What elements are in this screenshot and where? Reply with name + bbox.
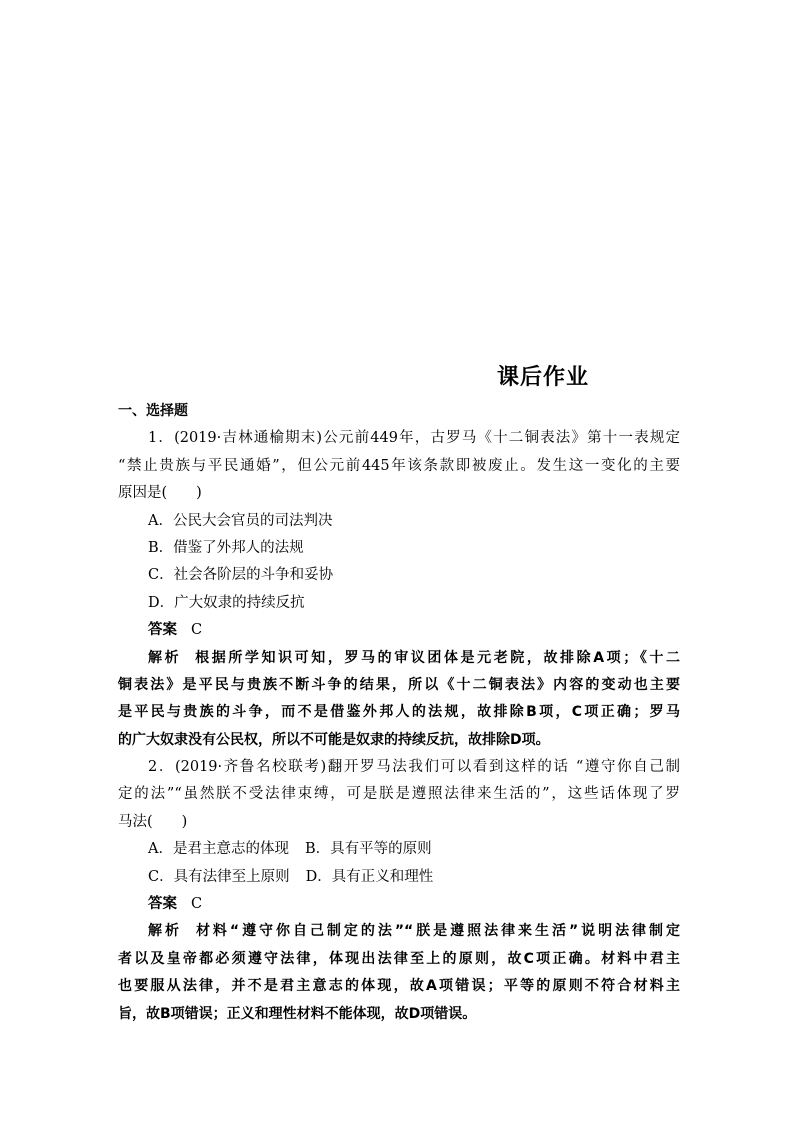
q2-option-d: D．具有正义和理性 [305,868,434,885]
answer-value: C [191,622,203,639]
q1-stem-line-3: 原因是( ) [118,485,202,502]
q1-stem-line-2: “禁止贵族与平民通婚”，但公元前445年该条款即被废止。发生这一变化的主要 [118,457,680,474]
q2-option-a: A．是君主意志的体现 [148,841,289,858]
q2-analysis-line-1 [118,918,680,945]
q2-answer [118,891,680,918]
q1-stem-line-1: 1．(2019·吉林通榆期末)公元前449年，古罗马《十二铜表法》第十一表规定 [148,430,680,447]
q1-analysis-line-3: 是平民与贵族的斗争，而不是借鉴外邦人的法规，故排除B项，C项正确；罗马 [118,704,680,721]
q1-option-c: C．社会各阶层的斗争和妥协 [148,567,334,584]
analysis-label: 解析 [148,649,182,666]
q2-analysis-line-3: 也要服从法律，并不是君主意志的体现，故A项错误；平等的原则不符合材料主 [118,978,680,995]
q1-analysis-line-1 [118,645,680,672]
q1-answer [118,617,680,644]
q2-stem-line-1: 2．(2019·齐鲁名校联考)翻开罗马法我们可以看到这样的话 “遵守你自己制 [148,759,680,776]
q1-option-b: B．借鉴了外邦人的法规 [148,539,304,556]
q2-stem-line-3: 马法( ) [118,813,188,830]
q1-analysis-text-1: 根据所学知识可知，罗马的审议团体是元老院，故排除A项；《十二 [195,649,680,666]
q1-option-a: A．公民大会官员的司法判决 [148,512,333,529]
analysis-label: 解析 [148,923,182,940]
q2-option-c: C．具有法律至上原则 [148,868,290,885]
q1-analysis-line-4: 的广大奴隶没有公民权，所以不可能是奴隶的持续反抗，故排除D项。 [118,731,550,748]
q2-analysis-line-2: 者以及皇帝都必须遵守法律，体现出法律至上的原则，故C项正确。材料中君主 [118,950,680,967]
q2-options-row-2 [118,864,680,891]
q1-analysis-line-2: 铜表法》是平民与贵族不断斗争的结果，所以《十二铜表法》内容的变动也主要 [118,676,680,693]
q1-option-d: D．广大奴隶的持续反抗 [148,594,305,611]
answer-label: 答案 [148,622,177,639]
q2-stem-line-2: 定的法”“虽然朕不受法律束缚，可是朕是遵照法律来生活的”，这些话体现了罗 [118,786,680,803]
q2-analysis-text-1: 材料“遵守你自己制定的法”“朕是遵照法律来生活”说明法律制定 [195,923,680,940]
page-title: 课后作业 [496,365,589,390]
answer-label: 答案 [148,896,177,913]
section-heading: 一、选择题 [118,403,188,419]
q2-options-row-1 [118,836,680,863]
q2-option-b: B．具有平等的原则 [304,841,432,858]
question-content [118,398,680,1028]
q2-analysis-line-4: 旨，故B项错误；正义和理性材料不能体现，故D项错误。 [118,1005,477,1022]
answer-value: C [191,896,203,913]
